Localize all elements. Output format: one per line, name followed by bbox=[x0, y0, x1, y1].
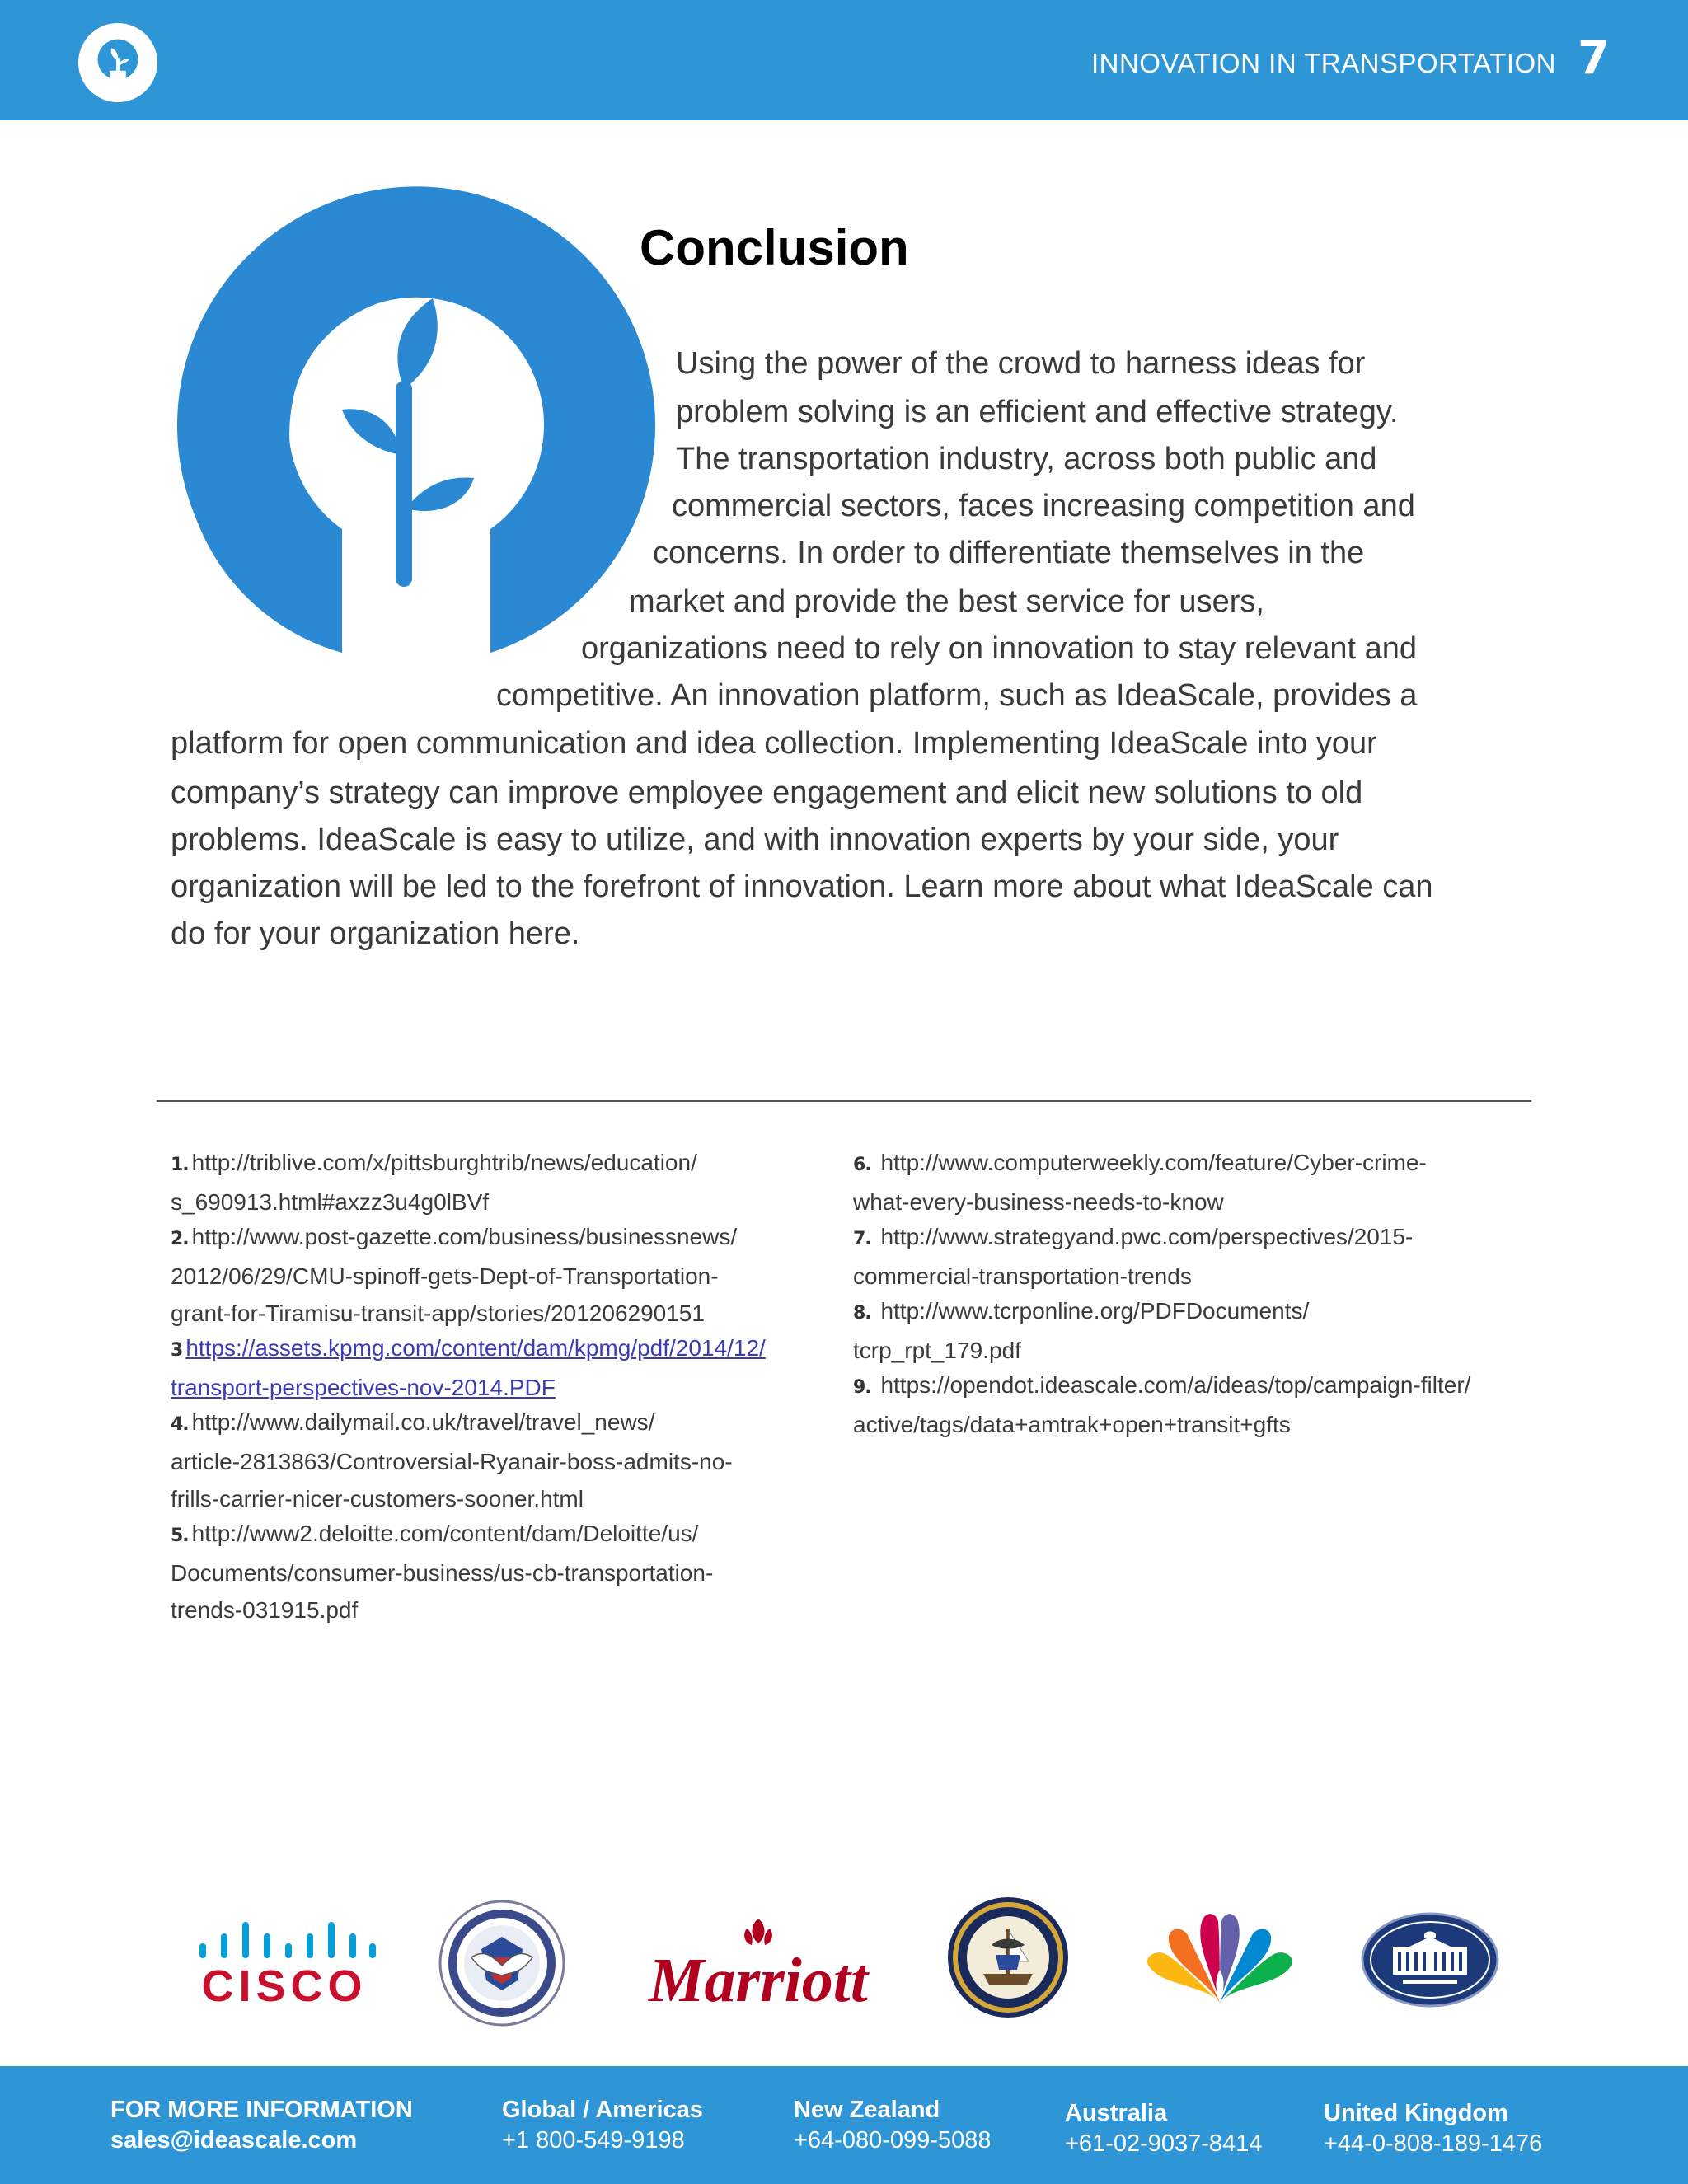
footnote-link[interactable]: transport-perspectives-nov-2014.PDF bbox=[171, 1375, 556, 1400]
footnote-text: s_690913.html#axzz3u4g0lBVf bbox=[171, 1189, 490, 1215]
body-line: organization will be led to the forefront of innovation. Learn more about what IdeaScale can bbox=[171, 869, 1433, 904]
footer-global bbox=[502, 2095, 703, 2156]
body-line: The transportation industry, across both public and bbox=[676, 442, 1377, 476]
page-footer bbox=[0, 2066, 1688, 2184]
footnote-text: article-2813863/Controversial-Ryanair-boss-admits-no- bbox=[171, 1449, 733, 1474]
dhs-seal-logo bbox=[438, 1900, 566, 2027]
footnote-text: http://triblive.com/x/pittsburghtrib/news/education/ bbox=[191, 1150, 697, 1175]
cisco-wordmark: CISCO bbox=[201, 1961, 368, 2011]
navy-seal-logo bbox=[946, 1896, 1070, 2019]
footnote-number: 7. bbox=[853, 1229, 871, 1249]
footer-nz bbox=[794, 2095, 991, 2156]
footer-info bbox=[110, 2095, 413, 2156]
body-line: commercial sectors, faces increasing competition and bbox=[672, 489, 1415, 523]
footnote-text: 2012/06/29/CMU-spinoff-gets-Dept-of-Transportation- bbox=[171, 1263, 719, 1289]
footnote-text: what-every-business-needs-to-know bbox=[853, 1189, 1224, 1215]
ideascale-logo-icon bbox=[77, 22, 158, 103]
footnote-4 bbox=[171, 1404, 797, 1517]
footer-au-label: Australia bbox=[1065, 2100, 1168, 2126]
footnote-number: 9. bbox=[853, 1377, 871, 1398]
footnote-text: https://opendot.ideascale.com/a/ideas/top/campaign-filter/ bbox=[880, 1372, 1471, 1398]
footnote-9 bbox=[853, 1366, 1529, 1443]
footer-uk-label: United Kingdom bbox=[1324, 2100, 1508, 2126]
nbc-peacock-logo bbox=[1137, 1904, 1302, 2015]
footnote-number: 5. bbox=[171, 1526, 189, 1546]
footnote-text: frills-carrier-nicer-customers-sooner.html bbox=[171, 1486, 584, 1511]
footnote-number: 2. bbox=[171, 1229, 189, 1249]
cisco-logo bbox=[190, 1912, 379, 2011]
body-line: Using the power of the crowd to harness ideas for bbox=[676, 346, 1366, 381]
footnote-text: commercial-transportation-trends bbox=[853, 1263, 1192, 1289]
footnote-divider bbox=[157, 1100, 1531, 1102]
ideascale-bulb-logo-icon bbox=[169, 183, 663, 677]
footnote-number: 6. bbox=[853, 1155, 871, 1175]
footnote-5 bbox=[171, 1515, 797, 1629]
page-number: 7 bbox=[1578, 31, 1610, 85]
page-header bbox=[0, 0, 1688, 120]
marriott-wordmark: Marriott bbox=[648, 1946, 869, 2011]
footer-email[interactable]: sales@ideascale.com bbox=[110, 2127, 358, 2154]
header-title: INNOVATION IN TRANSPORTATION bbox=[1090, 48, 1556, 78]
footnote-text: tcrp_rpt_179.pdf bbox=[853, 1338, 1021, 1363]
footer-uk bbox=[1324, 2098, 1542, 2159]
marriott-logo bbox=[635, 1912, 882, 2011]
footnote-text: active/tags/data+amtrak+open+transit+gfts bbox=[853, 1412, 1291, 1437]
body-line: concerns. In order to differentiate themselves in the bbox=[653, 536, 1365, 570]
footer-uk-phone[interactable]: +44-0-808-189-1476 bbox=[1324, 2130, 1543, 2157]
section-title-conclusion: Conclusion bbox=[640, 220, 909, 275]
body-line: organizations need to rely on innovation to stay relevant and bbox=[581, 631, 1417, 666]
footnote-2 bbox=[171, 1218, 797, 1332]
footnote-number: 8. bbox=[853, 1303, 871, 1324]
footer-global-phone[interactable]: +1 800-549-9198 bbox=[502, 2127, 685, 2154]
footnote-text: http://www2.deloitte.com/content/dam/Deloitte/us/ bbox=[191, 1521, 699, 1546]
footnote-text: http://www.dailymail.co.uk/travel/travel_news/ bbox=[191, 1409, 655, 1435]
white-house-logo bbox=[1360, 1910, 1500, 2009]
footnote-6 bbox=[853, 1144, 1529, 1221]
footnote-text: http://www.tcrponline.org/PDFDocuments/ bbox=[880, 1298, 1310, 1324]
body-line: problem solving is an efficient and effective strategy. bbox=[676, 395, 1399, 429]
footer-info-label: FOR MORE INFORMATION bbox=[110, 2097, 413, 2123]
footnote-number: 3 bbox=[171, 1340, 183, 1361]
footnote-1 bbox=[171, 1144, 797, 1221]
footnote-7 bbox=[853, 1218, 1529, 1295]
footer-nz-phone[interactable]: +64-080-099-5088 bbox=[794, 2127, 992, 2154]
footer-au bbox=[1065, 2098, 1262, 2159]
footnote-number: 4. bbox=[171, 1414, 189, 1435]
body-line: company’s strategy can improve employee engagement and elicit new solutions to old bbox=[171, 776, 1363, 810]
footnote-text: http://www.strategyand.pwc.com/perspectives/2015- bbox=[880, 1224, 1414, 1249]
footnote-8 bbox=[853, 1292, 1529, 1369]
footnote-text: http://www.computerweekly.com/feature/Cyber-crime- bbox=[880, 1150, 1427, 1175]
footnote-text: grant-for-Tiramisu-transit-app/stories/201206290151 bbox=[171, 1301, 705, 1326]
footer-nz-label: New Zealand bbox=[794, 2097, 940, 2123]
body-line: do for your organization here. bbox=[171, 916, 580, 951]
body-line: problems. IdeaScale is easy to utilize, and with innovation experts by your side, your bbox=[171, 823, 1339, 857]
footer-au-phone[interactable]: +61-02-9037-8414 bbox=[1065, 2130, 1263, 2157]
footnote-3 bbox=[171, 1329, 797, 1406]
footer-global-label: Global / Americas bbox=[502, 2097, 703, 2123]
footnote-number: 1. bbox=[171, 1155, 189, 1175]
footnote-text: Documents/consumer-business/us-cb-transportation- bbox=[171, 1560, 714, 1586]
body-line: market and provide the best service for users, bbox=[629, 584, 1264, 619]
footnote-text: trends-031915.pdf bbox=[171, 1597, 359, 1623]
footnote-text: http://www.post-gazette.com/business/businessnews/ bbox=[191, 1224, 738, 1249]
body-line: competitive. An innovation platform, such as IdeaScale, provides a bbox=[496, 678, 1418, 713]
body-line: platform for open communication and idea collection. Implementing IdeaScale into your bbox=[171, 726, 1377, 761]
footnote-link[interactable]: https://assets.kpmg.com/content/dam/kpmg/pdf/2014/12/ bbox=[185, 1335, 766, 1361]
